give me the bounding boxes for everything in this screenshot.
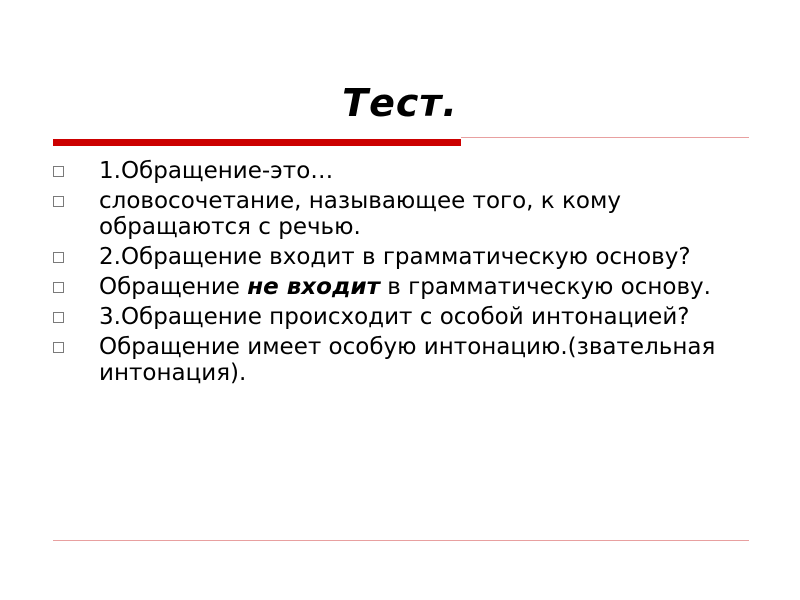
list-item-text: 3.Обращение происходит с особой интонацией? [99,304,690,330]
list-item [53,304,753,330]
square-bullet-icon [53,166,64,177]
list-item [53,274,753,300]
square-bullet-icon [53,282,64,293]
list-item-text: 2.Обращение входит в грамматическую основу? [99,244,691,270]
square-bullet-icon [53,252,64,263]
list-item-text-before: Обращение [99,274,248,300]
square-bullet-icon [53,312,64,323]
list-item-text: 1.Обращение-это… [99,158,334,184]
list-item [53,188,753,240]
title-thin-rule [461,137,749,138]
list-item [53,158,753,184]
list-item-emphasis: не входит [247,274,380,300]
footer-thin-rule [53,540,749,541]
title-accent-rule [53,139,461,146]
bullet-list [53,158,753,390]
square-bullet-icon [53,342,64,353]
square-bullet-icon [53,196,64,207]
list-item-text-after: в грамматическую основу. [379,274,711,300]
list-item-text: Обращение имеет особую интонацию.(звательная интонация). [99,334,716,386]
list-item [53,334,753,386]
slide-title: Тест. [342,81,458,125]
list-item [53,244,753,270]
list-item-text: словосочетание, называющее того, к кому обращаются с речью. [99,188,621,240]
